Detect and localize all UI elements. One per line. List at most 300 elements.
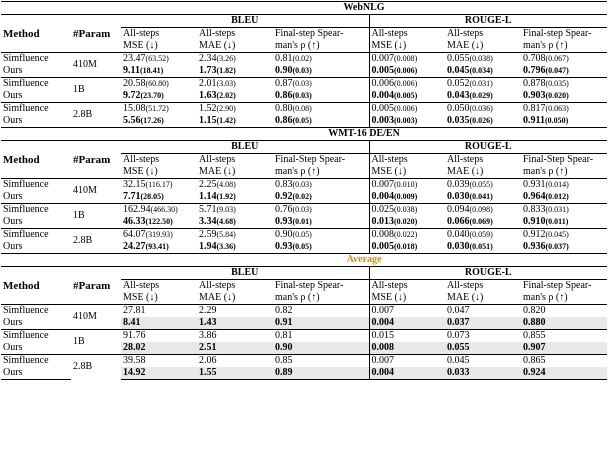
value-cell bbox=[273, 53, 369, 66]
value: 0.964 bbox=[523, 191, 546, 202]
std-value: (0.041) bbox=[469, 192, 493, 201]
method-cell: Simfluence bbox=[1, 204, 71, 217]
std-value: (28.05) bbox=[140, 192, 164, 201]
section-title-row bbox=[1, 2, 607, 15]
value: 0.005 bbox=[371, 65, 394, 76]
value-cell bbox=[273, 179, 369, 192]
std-value: (23.70) bbox=[140, 91, 164, 100]
value: 0.037 bbox=[447, 317, 470, 328]
value-cell bbox=[197, 115, 273, 128]
value: 0.931 bbox=[523, 179, 546, 190]
method-cell: Simfluence bbox=[1, 229, 71, 242]
value-cell bbox=[121, 115, 197, 128]
std-value: (319.93) bbox=[145, 230, 173, 239]
section-title: WMT-16 DE/EN bbox=[121, 128, 607, 141]
value-cell bbox=[197, 241, 273, 254]
value: 24.27 bbox=[123, 241, 146, 252]
param-cell: 1B bbox=[71, 330, 121, 355]
metric-label: Final-step Spear- bbox=[523, 28, 592, 39]
bleu-header: BLEU bbox=[121, 15, 369, 28]
value: 1.15 bbox=[199, 115, 217, 126]
value: 2.51 bbox=[199, 342, 217, 353]
header-row bbox=[1, 15, 607, 28]
metric-label: All-steps bbox=[123, 28, 160, 39]
std-value: (1.42) bbox=[216, 116, 236, 125]
metric-label: All-steps bbox=[123, 280, 160, 291]
value-cell bbox=[369, 229, 445, 242]
value-cell bbox=[445, 179, 521, 192]
value: 0.007 bbox=[371, 53, 394, 64]
std-value: (0.03) bbox=[292, 91, 312, 100]
value: 23.47 bbox=[123, 53, 146, 64]
value-cell bbox=[273, 204, 369, 217]
table-row bbox=[1, 204, 607, 217]
value: 162.94 bbox=[123, 204, 151, 215]
metric-label: MAE (↓) bbox=[447, 166, 484, 177]
std-value: (0.022) bbox=[394, 230, 418, 239]
value: 0.005 bbox=[371, 241, 394, 252]
value-cell bbox=[521, 305, 607, 318]
method-cell: Ours bbox=[3, 115, 23, 126]
value-cell bbox=[369, 53, 445, 66]
value: 0.004 bbox=[371, 317, 394, 328]
value-cell bbox=[521, 204, 607, 217]
value-cell bbox=[197, 317, 273, 330]
metric-label: man's ρ (↑) bbox=[523, 40, 568, 51]
std-value: (3.03) bbox=[216, 79, 236, 88]
value-cell bbox=[273, 191, 369, 204]
value: 0.817 bbox=[523, 103, 546, 114]
value: 0.865 bbox=[523, 355, 546, 366]
value-cell bbox=[445, 204, 521, 217]
value: 0.83 bbox=[275, 179, 293, 190]
value-cell bbox=[273, 330, 369, 343]
bleu-header: BLEU bbox=[121, 141, 369, 154]
method-cell: Ours bbox=[3, 90, 23, 101]
value: 0.015 bbox=[371, 330, 394, 341]
param-cell: 1B bbox=[71, 78, 121, 103]
std-value: (0.03) bbox=[292, 180, 312, 189]
value: 1.14 bbox=[199, 191, 217, 202]
value-cell bbox=[521, 65, 607, 78]
metric-label: All-steps bbox=[447, 28, 484, 39]
value: 0.936 bbox=[523, 241, 546, 252]
value-cell bbox=[521, 367, 607, 380]
value-cell bbox=[521, 241, 607, 254]
value: 0.008 bbox=[371, 342, 394, 353]
value: 3.86 bbox=[199, 330, 217, 341]
std-value: (2.90) bbox=[216, 104, 236, 113]
value: 0.043 bbox=[447, 90, 470, 101]
std-value: (1.82) bbox=[216, 66, 236, 75]
std-value: (0.02) bbox=[292, 192, 312, 201]
value-cell bbox=[445, 241, 521, 254]
value-cell bbox=[521, 216, 607, 229]
table-row bbox=[1, 355, 607, 368]
std-value: (0.05) bbox=[292, 242, 312, 251]
value-cell bbox=[121, 305, 197, 318]
value-cell bbox=[369, 90, 445, 103]
std-value: (0.014) bbox=[545, 180, 569, 189]
value: 0.005 bbox=[371, 103, 394, 114]
value-cell bbox=[121, 355, 197, 368]
metric-label: man's ρ (↑) bbox=[275, 40, 320, 51]
metric-label: man's ρ (↑) bbox=[523, 292, 568, 303]
value-cell bbox=[445, 317, 521, 330]
value: 0.903 bbox=[523, 90, 546, 101]
method-cell: Ours bbox=[3, 216, 23, 227]
std-value: (0.05) bbox=[292, 230, 312, 239]
method-cell: Simfluence bbox=[1, 355, 71, 368]
value-cell bbox=[369, 241, 445, 254]
param-cell: 2.8B bbox=[71, 229, 121, 254]
method-cell: Simfluence bbox=[1, 53, 71, 66]
value-cell bbox=[445, 115, 521, 128]
value-cell bbox=[197, 342, 273, 355]
std-value: (3.26) bbox=[216, 54, 236, 63]
table-row bbox=[1, 179, 607, 192]
value-cell bbox=[121, 342, 197, 355]
value: 0.878 bbox=[523, 78, 546, 89]
std-value: (0.006) bbox=[394, 79, 418, 88]
value: 0.911 bbox=[523, 115, 545, 126]
std-value: (0.069) bbox=[469, 217, 493, 226]
value: 0.050 bbox=[447, 103, 470, 114]
std-value: (0.008) bbox=[394, 54, 418, 63]
header-row bbox=[1, 267, 607, 280]
value: 1.63 bbox=[199, 90, 217, 101]
value: 5.56 bbox=[123, 115, 141, 126]
metric-label: All-steps bbox=[447, 154, 484, 165]
value: 2.59 bbox=[199, 229, 217, 240]
value: 0.85 bbox=[275, 355, 293, 366]
value: 0.796 bbox=[523, 65, 546, 76]
std-value: (0.03) bbox=[292, 205, 312, 214]
table-row bbox=[1, 229, 607, 242]
value-cell bbox=[197, 53, 273, 66]
value: 0.81 bbox=[275, 53, 293, 64]
value: 9.11 bbox=[123, 65, 140, 76]
value: 0.006 bbox=[371, 78, 394, 89]
value-cell bbox=[121, 53, 197, 66]
value-cell bbox=[197, 103, 273, 116]
value-cell bbox=[369, 216, 445, 229]
std-value: (0.012) bbox=[545, 192, 569, 201]
value: 0.93 bbox=[275, 216, 293, 227]
value-cell bbox=[369, 342, 445, 355]
value-cell bbox=[121, 229, 197, 242]
header-row bbox=[1, 141, 607, 154]
table-row bbox=[1, 330, 607, 343]
std-value: (0.045) bbox=[545, 230, 569, 239]
value-cell bbox=[369, 305, 445, 318]
std-value: (0.01) bbox=[292, 217, 312, 226]
value: 9.72 bbox=[123, 90, 141, 101]
value-cell bbox=[445, 78, 521, 91]
value: 2.25 bbox=[199, 179, 217, 190]
value-cell bbox=[273, 103, 369, 116]
value-cell bbox=[273, 115, 369, 128]
value: 0.055 bbox=[447, 342, 470, 353]
std-value: (0.011) bbox=[545, 217, 569, 226]
table-row bbox=[1, 78, 607, 91]
param-cell: 2.8B bbox=[71, 103, 121, 128]
value-cell bbox=[121, 317, 197, 330]
value-cell bbox=[197, 216, 273, 229]
value: 0.90 bbox=[275, 65, 293, 76]
param-header: #Param bbox=[71, 15, 121, 53]
value-cell bbox=[121, 330, 197, 343]
std-value: (0.05) bbox=[292, 116, 312, 125]
value-cell bbox=[521, 330, 607, 343]
value: 0.004 bbox=[371, 191, 394, 202]
metric-label: All-steps bbox=[447, 280, 484, 291]
table-row bbox=[1, 53, 607, 66]
std-value: (466.30) bbox=[150, 205, 178, 214]
value: 0.007 bbox=[371, 179, 394, 190]
method-cell: Simfluence bbox=[1, 179, 71, 192]
value-cell bbox=[445, 367, 521, 380]
value-cell bbox=[521, 355, 607, 368]
value: 5.71 bbox=[199, 204, 217, 215]
section-title-row bbox=[1, 254, 607, 267]
value-cell bbox=[521, 103, 607, 116]
std-value: (60.80) bbox=[145, 79, 169, 88]
std-value: (0.038) bbox=[394, 205, 418, 214]
value-cell bbox=[121, 241, 197, 254]
value-cell bbox=[273, 367, 369, 380]
value-cell bbox=[445, 229, 521, 242]
std-value: (0.005) bbox=[394, 91, 418, 100]
value-cell bbox=[521, 229, 607, 242]
value-cell bbox=[197, 367, 273, 380]
metric-label: MSE (↓) bbox=[369, 292, 445, 305]
value: 0.708 bbox=[523, 53, 546, 64]
value-cell bbox=[369, 65, 445, 78]
value: 0.912 bbox=[523, 229, 546, 240]
value-cell bbox=[369, 367, 445, 380]
std-value: (0.034) bbox=[469, 66, 493, 75]
std-value: (0.036) bbox=[469, 104, 493, 113]
metric-label: All-steps bbox=[199, 280, 236, 291]
param-header: #Param bbox=[71, 267, 121, 305]
value: 0.055 bbox=[447, 53, 470, 64]
std-value: (0.006) bbox=[394, 66, 418, 75]
value: 20.58 bbox=[123, 78, 146, 89]
std-value: (0.063) bbox=[545, 104, 569, 113]
value-cell bbox=[197, 90, 273, 103]
value: 0.855 bbox=[523, 330, 546, 341]
std-value: (17.26) bbox=[140, 116, 164, 125]
value: 0.004 bbox=[371, 367, 394, 378]
metric-label: Final-step Spear- bbox=[523, 280, 592, 291]
std-value: (116.17) bbox=[145, 180, 173, 189]
value: 0.004 bbox=[371, 90, 394, 101]
value-cell bbox=[197, 305, 273, 318]
value-cell bbox=[369, 330, 445, 343]
std-value: (0.02) bbox=[292, 54, 312, 63]
std-value: (0.098) bbox=[469, 205, 493, 214]
method-cell: Simfluence bbox=[1, 78, 71, 91]
value-cell bbox=[445, 191, 521, 204]
std-value: (0.055) bbox=[469, 180, 493, 189]
std-value: (0.03) bbox=[292, 79, 312, 88]
value-cell bbox=[273, 90, 369, 103]
std-value: (18.41) bbox=[139, 66, 164, 75]
std-value: (0.08) bbox=[292, 104, 312, 113]
std-value: (0.047) bbox=[545, 66, 569, 75]
value: 0.880 bbox=[523, 317, 546, 328]
section-title: WebNLG bbox=[121, 2, 607, 15]
metric-label: Final-step Spear- bbox=[275, 280, 344, 291]
value: 1.55 bbox=[199, 367, 217, 378]
std-value: (0.037) bbox=[545, 242, 569, 251]
value-cell bbox=[369, 355, 445, 368]
value: 2.01 bbox=[199, 78, 217, 89]
value-cell bbox=[369, 204, 445, 217]
value-cell bbox=[445, 103, 521, 116]
value: 0.066 bbox=[447, 216, 470, 227]
value-cell bbox=[121, 78, 197, 91]
metric-label: man's ρ (↑) bbox=[523, 166, 568, 177]
value: 0.86 bbox=[275, 90, 293, 101]
value-cell bbox=[521, 78, 607, 91]
section-title-row bbox=[1, 128, 607, 141]
value: 0.003 bbox=[371, 115, 394, 126]
value: 0.073 bbox=[447, 330, 470, 341]
metric-label: All-steps bbox=[199, 28, 236, 39]
value: 0.87 bbox=[275, 78, 293, 89]
value: 0.013 bbox=[371, 216, 394, 227]
metric-label: MSE (↓) bbox=[123, 292, 158, 303]
method-cell: Simfluence bbox=[1, 305, 71, 318]
value: 0.007 bbox=[371, 305, 394, 316]
param-cell: 2.8B bbox=[71, 355, 121, 380]
value-cell bbox=[197, 204, 273, 217]
std-value: (0.051) bbox=[469, 242, 493, 251]
value: 46.33 bbox=[123, 216, 146, 227]
value-cell bbox=[521, 90, 607, 103]
value: 0.90 bbox=[275, 229, 293, 240]
value: 0.094 bbox=[447, 204, 470, 215]
value: 0.047 bbox=[447, 305, 470, 316]
value: 0.033 bbox=[447, 367, 470, 378]
metric-label: Final-step Spear- bbox=[275, 28, 344, 39]
value: 0.045 bbox=[447, 65, 470, 76]
value: 0.833 bbox=[523, 204, 546, 215]
value-cell bbox=[369, 191, 445, 204]
metric-label: MSE (↓) bbox=[123, 166, 158, 177]
method-cell: Ours bbox=[3, 65, 23, 76]
value: 1.43 bbox=[199, 317, 217, 328]
metric-label: MSE (↓) bbox=[369, 166, 445, 179]
std-value: (0.020) bbox=[545, 91, 569, 100]
std-value: (2.02) bbox=[216, 91, 236, 100]
value-cell bbox=[445, 90, 521, 103]
std-value: (63.52) bbox=[145, 54, 169, 63]
value-cell bbox=[197, 65, 273, 78]
value-cell bbox=[445, 355, 521, 368]
std-value: (0.018) bbox=[394, 242, 418, 251]
value-cell bbox=[273, 65, 369, 78]
value: 0.035 bbox=[447, 115, 470, 126]
value: 64.07 bbox=[123, 229, 146, 240]
value-cell bbox=[445, 305, 521, 318]
value: 0.89 bbox=[275, 367, 293, 378]
value: 28.02 bbox=[123, 342, 146, 353]
value-cell bbox=[121, 191, 197, 204]
value: 0.92 bbox=[275, 191, 293, 202]
value-cell bbox=[369, 103, 445, 116]
std-value: (0.059) bbox=[469, 230, 493, 239]
value-cell bbox=[121, 216, 197, 229]
std-value: (4.08) bbox=[216, 180, 236, 189]
param-cell: 410M bbox=[71, 179, 121, 204]
metric-label: MSE (↓) bbox=[369, 40, 445, 53]
value: 32.15 bbox=[123, 179, 146, 190]
method-cell: Simfluence bbox=[1, 330, 71, 343]
value-cell bbox=[197, 179, 273, 192]
rouge-header: ROUGE-L bbox=[369, 15, 607, 28]
method-cell: Ours bbox=[1, 367, 71, 380]
value-cell bbox=[445, 65, 521, 78]
metric-label: MAE (↓) bbox=[447, 40, 484, 51]
value-cell bbox=[273, 216, 369, 229]
value-cell bbox=[521, 317, 607, 330]
value-cell bbox=[273, 241, 369, 254]
value-cell bbox=[445, 216, 521, 229]
value: 0.820 bbox=[523, 305, 546, 316]
value-cell bbox=[197, 78, 273, 91]
metric-label: All-steps bbox=[199, 154, 236, 165]
value-cell bbox=[273, 78, 369, 91]
rouge-header: ROUGE-L bbox=[369, 141, 607, 154]
method-cell: Ours bbox=[3, 241, 23, 252]
value: 0.90 bbox=[275, 342, 293, 353]
value-cell bbox=[369, 179, 445, 192]
std-value: (9.03) bbox=[216, 205, 236, 214]
value: 1.73 bbox=[199, 65, 217, 76]
param-cell: 410M bbox=[71, 305, 121, 330]
method-cell: Ours bbox=[3, 191, 23, 202]
std-value: (0.067) bbox=[545, 54, 569, 63]
bleu-header: BLEU bbox=[121, 267, 369, 280]
std-value: (0.035) bbox=[545, 79, 569, 88]
std-value: (93.41) bbox=[145, 242, 169, 251]
metric-label: All-steps bbox=[369, 154, 445, 167]
value: 0.008 bbox=[371, 229, 394, 240]
value: 0.045 bbox=[447, 355, 470, 366]
value-cell bbox=[521, 191, 607, 204]
std-value: (0.029) bbox=[469, 91, 493, 100]
metric-label: All-steps bbox=[369, 280, 445, 293]
value: 1.94 bbox=[199, 241, 217, 252]
value: 0.82 bbox=[275, 305, 293, 316]
value-cell bbox=[521, 53, 607, 66]
std-value: (0.020) bbox=[394, 217, 418, 226]
method-header: Method bbox=[1, 15, 71, 53]
metric-label: MSE (↓) bbox=[123, 40, 158, 51]
metric-label: All-steps bbox=[369, 28, 445, 41]
std-value: (0.050) bbox=[544, 116, 569, 125]
value: 8.41 bbox=[123, 317, 141, 328]
metric-label: MAE (↓) bbox=[199, 292, 236, 303]
param-header: #Param bbox=[71, 141, 121, 179]
std-value: (0.006) bbox=[394, 104, 418, 113]
table-row bbox=[1, 305, 607, 318]
value: 91.76 bbox=[123, 330, 146, 341]
rouge-header: ROUGE-L bbox=[369, 267, 607, 280]
